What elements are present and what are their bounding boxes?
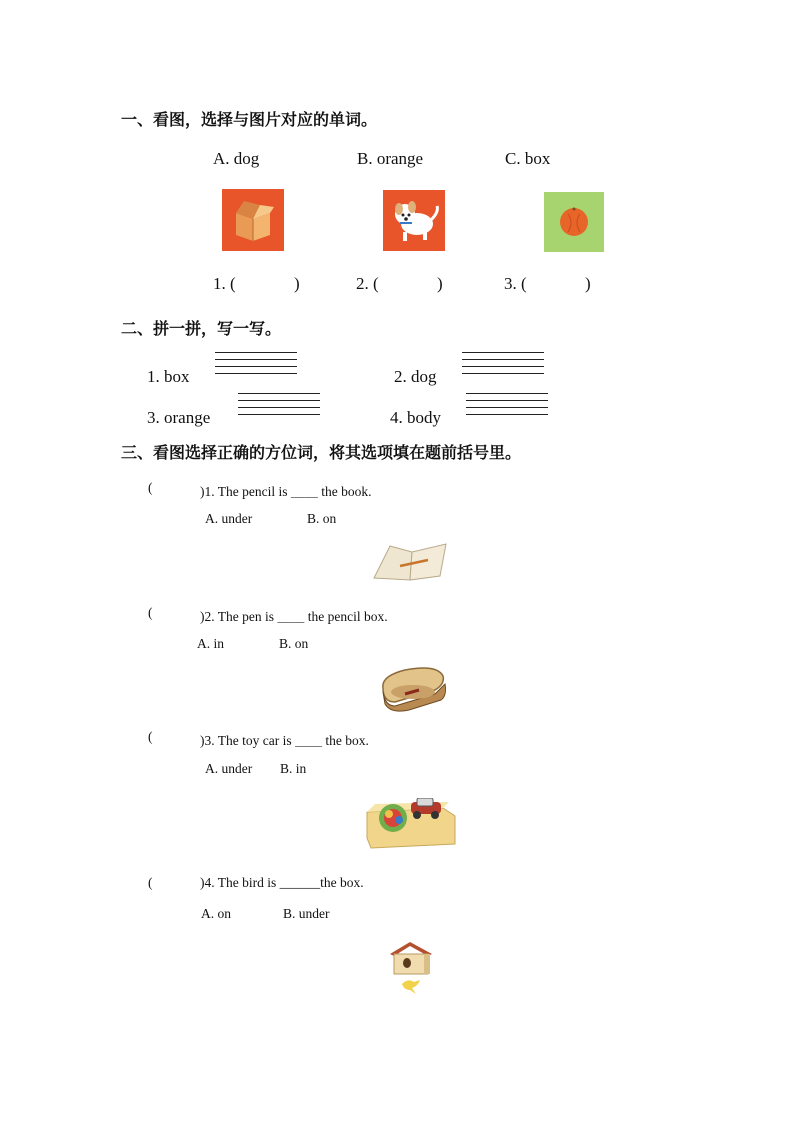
answer-2-close: ) xyxy=(437,274,443,293)
dog-picture xyxy=(383,190,445,251)
option-c: C. box xyxy=(505,149,551,168)
writing-lines-4[interactable] xyxy=(466,393,548,420)
toy-box-picture xyxy=(365,798,457,850)
writing-lines-3[interactable] xyxy=(238,393,320,420)
question-1-text: )1. The pencil is ＿＿ the book. xyxy=(200,484,372,499)
question-2-paren[interactable]: ( xyxy=(148,605,153,620)
answer-3-close: ) xyxy=(585,274,591,293)
book-pencil-picture xyxy=(370,540,450,582)
box-picture xyxy=(222,189,284,251)
section2-heading: 二、拼一拼，写一写。 xyxy=(121,319,282,338)
pencil-box-picture xyxy=(375,662,449,716)
answer-1-close: ) xyxy=(294,274,300,293)
orange-picture xyxy=(544,192,604,252)
question-4-paren[interactable]: ( xyxy=(148,875,153,890)
answer-3-open: 3. ( xyxy=(504,274,527,293)
question-4-text: )4. The bird is ______the box. xyxy=(200,875,364,890)
question-1-option-a: A. under xyxy=(205,511,253,526)
writing-lines-2[interactable] xyxy=(462,352,544,379)
question-4-option-a: A. on xyxy=(201,906,231,921)
question-3-text: )3. The toy car is ＿＿ the box. xyxy=(200,733,369,748)
question-2-option-a: A. in xyxy=(197,636,224,651)
question-1-paren[interactable]: ( xyxy=(148,480,153,495)
question-2-text: )2. The pen is ＿＿ the pencil box. xyxy=(200,609,388,624)
option-b: B. orange xyxy=(357,149,424,168)
question-2-option-b: B. on xyxy=(279,636,309,651)
spell-word-1: 1. box xyxy=(147,367,190,386)
question-1-option-b: B. on xyxy=(307,511,337,526)
question-4-option-b: B. under xyxy=(283,906,330,921)
writing-lines-1[interactable] xyxy=(215,352,297,379)
question-3-paren[interactable]: ( xyxy=(148,729,153,744)
option-a: A. dog xyxy=(213,149,260,168)
spell-word-2: 2. dog xyxy=(394,367,437,386)
answer-2-open: 2. ( xyxy=(356,274,379,293)
answer-1-open: 1. ( xyxy=(213,274,236,293)
question-3-option-b: B. in xyxy=(280,761,307,776)
section3-heading: 三、看图选择正确的方位词，将其选项填在题前括号里。 xyxy=(121,443,522,462)
spell-word-4: 4. body xyxy=(390,408,441,427)
question-3-option-a: A. under xyxy=(205,761,253,776)
birdhouse-picture xyxy=(388,940,434,998)
section1-heading: 一、看图，选择与图片对应的单词。 xyxy=(121,110,378,129)
spell-word-3: 3. orange xyxy=(147,408,211,427)
